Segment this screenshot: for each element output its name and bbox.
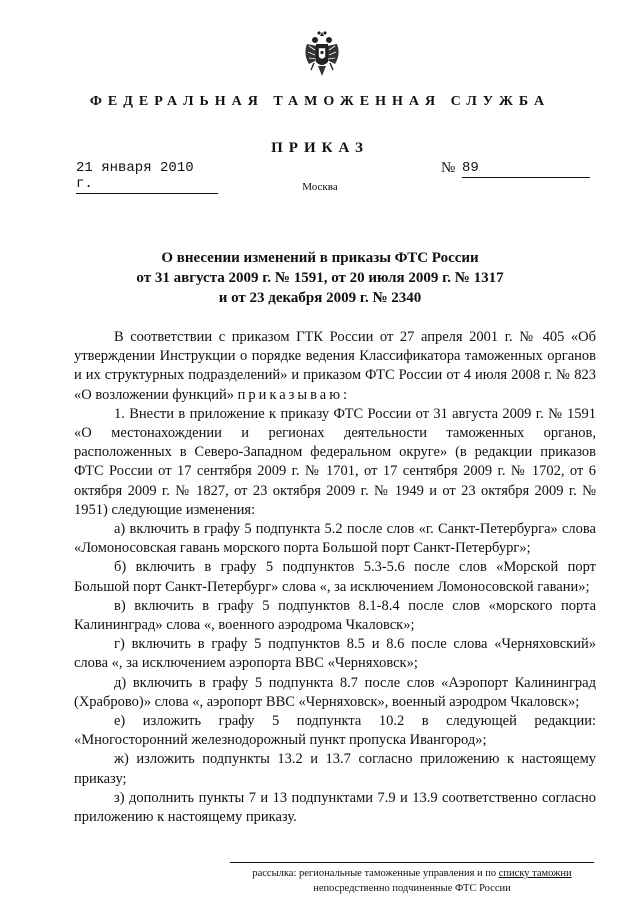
heading-line: О внесении изменений в приказы ФТС России — [161, 250, 479, 266]
heading-line: от 31 августа 2009 г. № 1591, от 20 июля 2009 г. № 1317 — [136, 270, 504, 286]
list-item: а) включить в графу 5 подпункта 5.2 после слов «г. Санкт-Петербурга» слова «Ломоносовская гавань морского порта Большой порт Санкт-Петербург»; — [74, 521, 596, 557]
preamble-text: В соответствии с приказом ГТК России от 27 апреля 2001 г. № 405 «Об утверждении Инструкции о порядке ведения Классификатора таможенных органов и их структурных подразделений» и приказом ФТС России от 4 июля 2008 г. № 823 «О возложении функций» — [74, 329, 596, 403]
point-1-paragraph: 1. Внести в приложение к приказу ФТС России от 31 августа 2009 г. № 1591 «О местонахождении и регионах деятельности таможенных органов, расположенных в Северо-Западном федеральном округе» (в редакции приказов ФТС России от 17 сентября 2009 г. № 1701, от 17 сентября 2009 г. № 1702, от 6 октября 2009 г. № 1827, от 23 октября 2009 г. № 1949 и от 23 октября 2009 г. № 1951) следующие изменения: — [74, 405, 596, 518]
list-item: ж) изложить подпункты 13.2 и 13.7 согласно приложению к настоящему приказу; — [74, 751, 596, 787]
distribution-list-link: списку таможни — [498, 868, 572, 879]
list-item: д) включить в графу 5 подпункта 8.7 после слов «Аэропорт Калининград (Храброво)» слова «, аэропорт ВВС «Черняховск», военный аэродром Чкаловск»; — [74, 674, 596, 710]
distribution-line: непосредственно подчиненные ФТС России — [313, 883, 511, 894]
order-number-label: № — [441, 160, 456, 176]
preamble-paragraph — [74, 328, 596, 405]
list-item: з) дополнить пункты 7 и 13 подпунктами 7.9 и 13.9 соответственно согласно приложению к настоящему приказу. — [74, 789, 596, 826]
order-title: ПРИКАЗ — [271, 140, 369, 156]
order-command: приказываю: — [237, 386, 351, 403]
city: Москва — [302, 181, 338, 193]
list-item: г) включить в графу 5 подпунктов 8.5 и 8.6 после слова «Черняховский» слова «, за исключением аэропорта ВВС «Черняховск»; — [74, 636, 596, 672]
order-heading — [60, 248, 580, 308]
coat-of-arms-emblem — [303, 30, 341, 80]
list-item: б) включить в графу 5 подпунктов 5.3-5.6 после слов «Морской порт Большой порт Санкт-Петербург» слова «, за исключением Ломоносовской гавани»; — [74, 559, 596, 595]
distribution-line — [230, 866, 594, 881]
agency-name: ФЕДЕРАЛЬНАЯ ТАМОЖЕННАЯ СЛУЖБА — [89, 94, 551, 109]
order-body — [74, 328, 596, 827]
list-item: в) включить в графу 5 подпунктов 8.1-8.4 после слов «морского порта Калининград» слова «, военного аэродрома Чкаловск»; — [74, 597, 596, 634]
order-number: 89 — [462, 160, 590, 178]
distribution-note — [230, 866, 594, 896]
distribution-text: рассылка: региональные таможенные управления и по — [252, 868, 499, 879]
footer-divider — [230, 862, 594, 863]
list-item: е) изложить графу 5 подпункта 10.2 в следующей редакции: «Многосторонний железнодорожный пункт пропуска Ивангород»; — [74, 713, 596, 749]
heading-line: и от 23 декабря 2009 г. № 2340 — [218, 290, 422, 306]
order-date: 21 января 2010 г. — [76, 160, 218, 194]
